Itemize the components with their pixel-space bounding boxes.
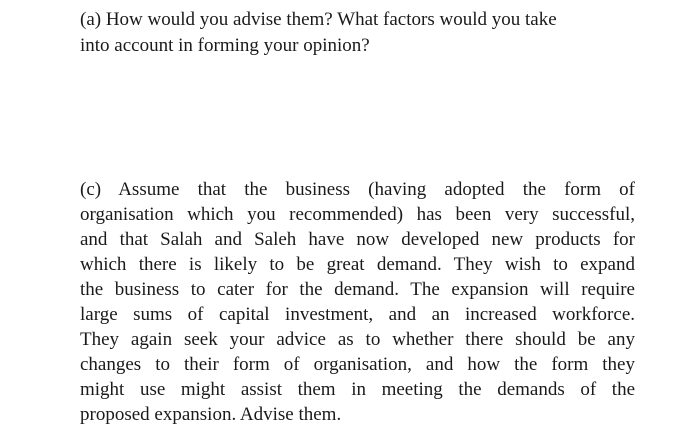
question-c-line-10: proposed expansion. Advise them. [80, 404, 342, 425]
question-c-line-8: changes to their form of organisation, and how the form they [80, 354, 635, 375]
question-c-line-7: They again seek your advice as to whether there should be any [80, 329, 635, 350]
question-c-line-5: the business to cater for the demand. The expansion will require [80, 279, 635, 300]
question-c-line-2: organisation which you recommended) has been very successful, [80, 204, 635, 225]
question-a-line-1: (a) How would you advise them? What factors would you take [80, 9, 557, 30]
question-a-line-2: into account in forming your opinion? [80, 35, 370, 56]
question-c-line-4: which there is likely to be great demand. They wish to expand [80, 254, 635, 275]
question-c-line-1: (c) Assume that the business (having adopted the form of [80, 179, 635, 200]
question-c-line-6: large sums of capital investment, and an increased workforce. [80, 304, 635, 325]
question-c-line-3: and that Salah and Saleh have now developed new products for [80, 229, 635, 250]
question-c-line-9: might use might assist them in meeting the demands of the [80, 379, 635, 400]
